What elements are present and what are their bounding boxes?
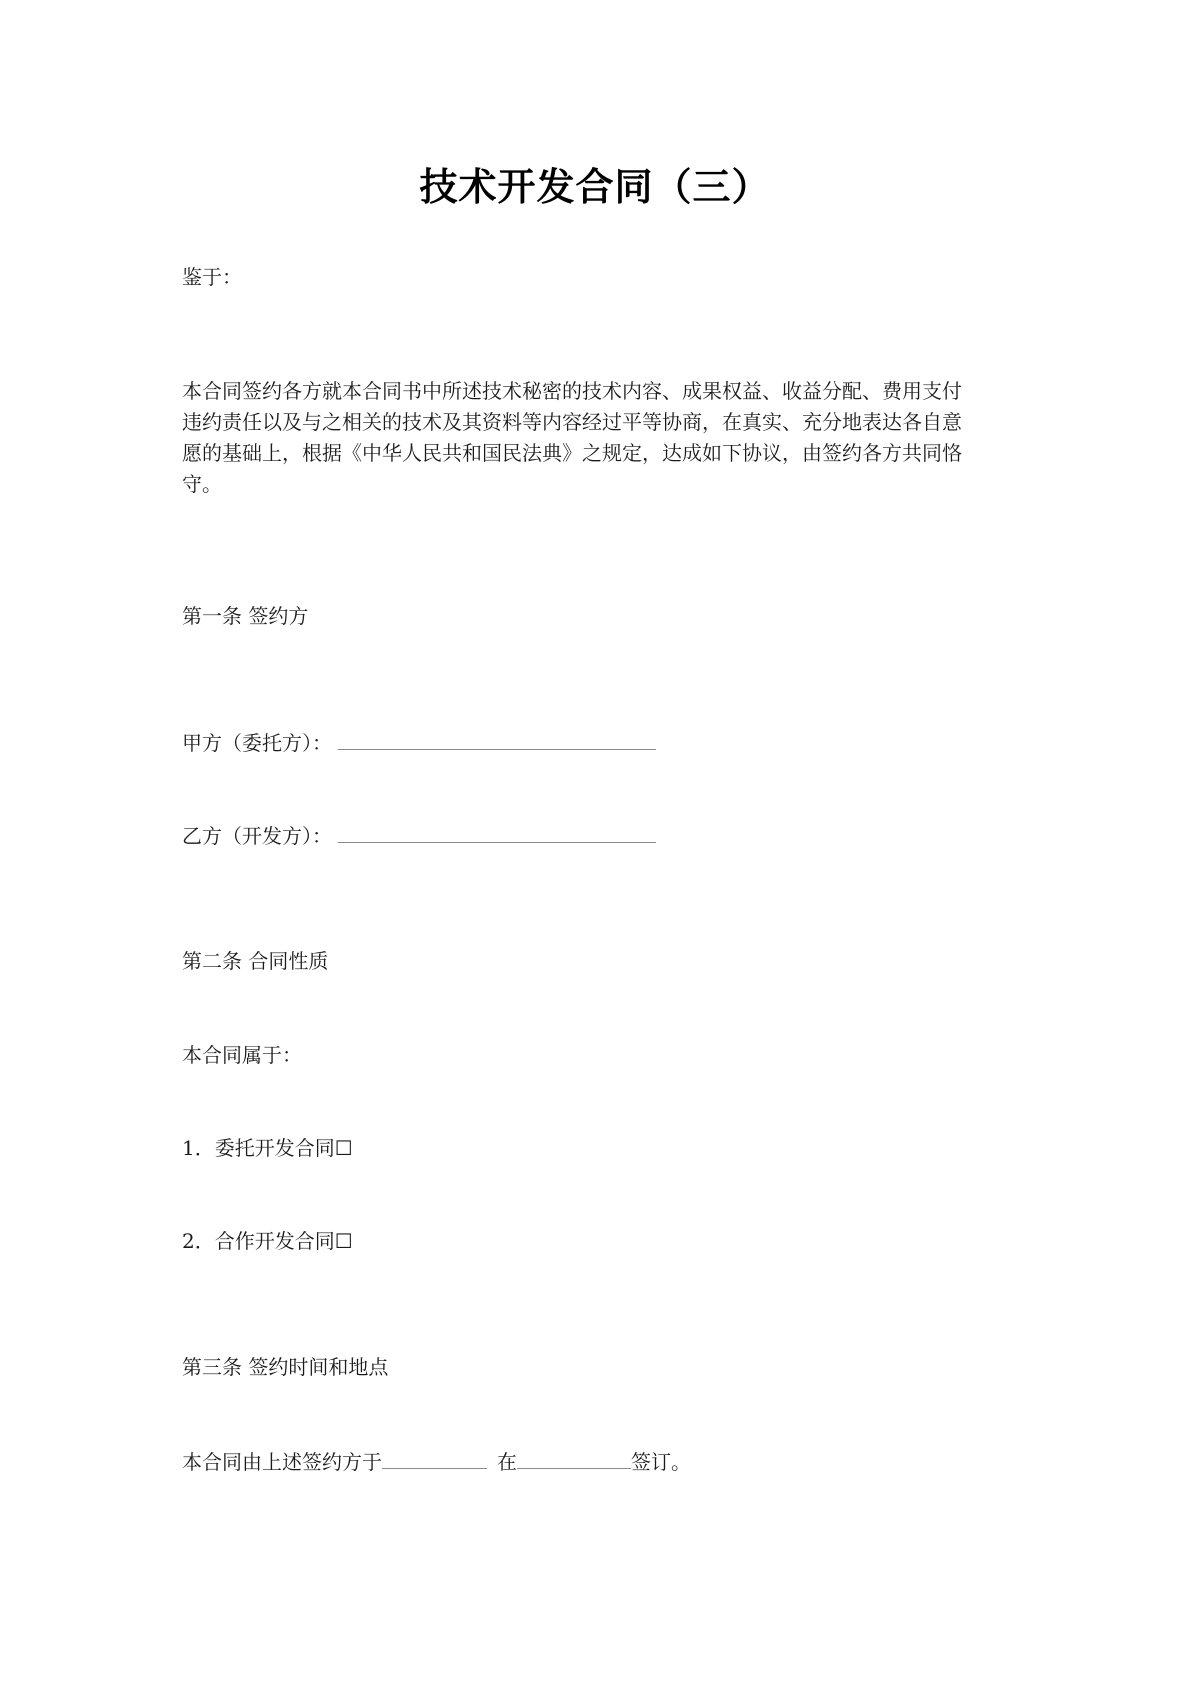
option-cooperative-development xyxy=(182,1226,353,1256)
checkbox-icon[interactable]: ☐ xyxy=(334,1136,353,1160)
checkbox-icon[interactable]: ☐ xyxy=(334,1229,353,1253)
article3-heading: 第三条 签约时间和地点 xyxy=(182,1355,389,1379)
preamble-line: 守。 xyxy=(182,472,222,496)
signing-row xyxy=(182,1446,691,1477)
option-label: 2．合作开发合同 xyxy=(182,1229,335,1253)
party-a-row xyxy=(182,727,656,758)
preamble-line: 愿的基础上，根据《中华人民共和国民法典》之规定，达成如下协议，由签约各方共同恪 xyxy=(182,441,962,465)
preamble-line: 违约责任以及与之相关的技术及其资料等内容经过平等协商，在真实、充分地表达各自意 xyxy=(182,410,962,434)
party-b-label: 乙方（开发方）： xyxy=(182,824,332,848)
preamble-line: 本合同签约各方就本合同书中所述技术秘密的技术内容、成果权益、收益分配、费用支付 xyxy=(182,379,962,403)
option-commissioned-development xyxy=(182,1133,353,1163)
signing-place-field[interactable] xyxy=(517,1446,631,1469)
party-a-field[interactable] xyxy=(338,727,656,750)
option-label: 1．委托开发合同 xyxy=(182,1136,335,1160)
party-b-field[interactable] xyxy=(338,820,656,843)
article2-intro: 本合同属于： xyxy=(182,1043,302,1067)
document-title: 技术开发合同（三） xyxy=(419,164,771,209)
party-b-row xyxy=(182,820,656,851)
party-a-label: 甲方（委托方）： xyxy=(182,731,332,755)
signing-date-field[interactable] xyxy=(382,1446,487,1469)
article1-heading: 第一条 签约方 xyxy=(182,604,309,628)
whereas-label: 鉴于： xyxy=(182,265,242,289)
preamble-paragraph xyxy=(182,376,1022,500)
signing-text-after: 签订。 xyxy=(631,1450,691,1474)
signing-text-before: 本合同由上述签约方于 xyxy=(182,1450,382,1474)
article2-heading: 第二条 合同性质 xyxy=(182,949,329,973)
signing-text-middle: 在 xyxy=(497,1450,517,1474)
